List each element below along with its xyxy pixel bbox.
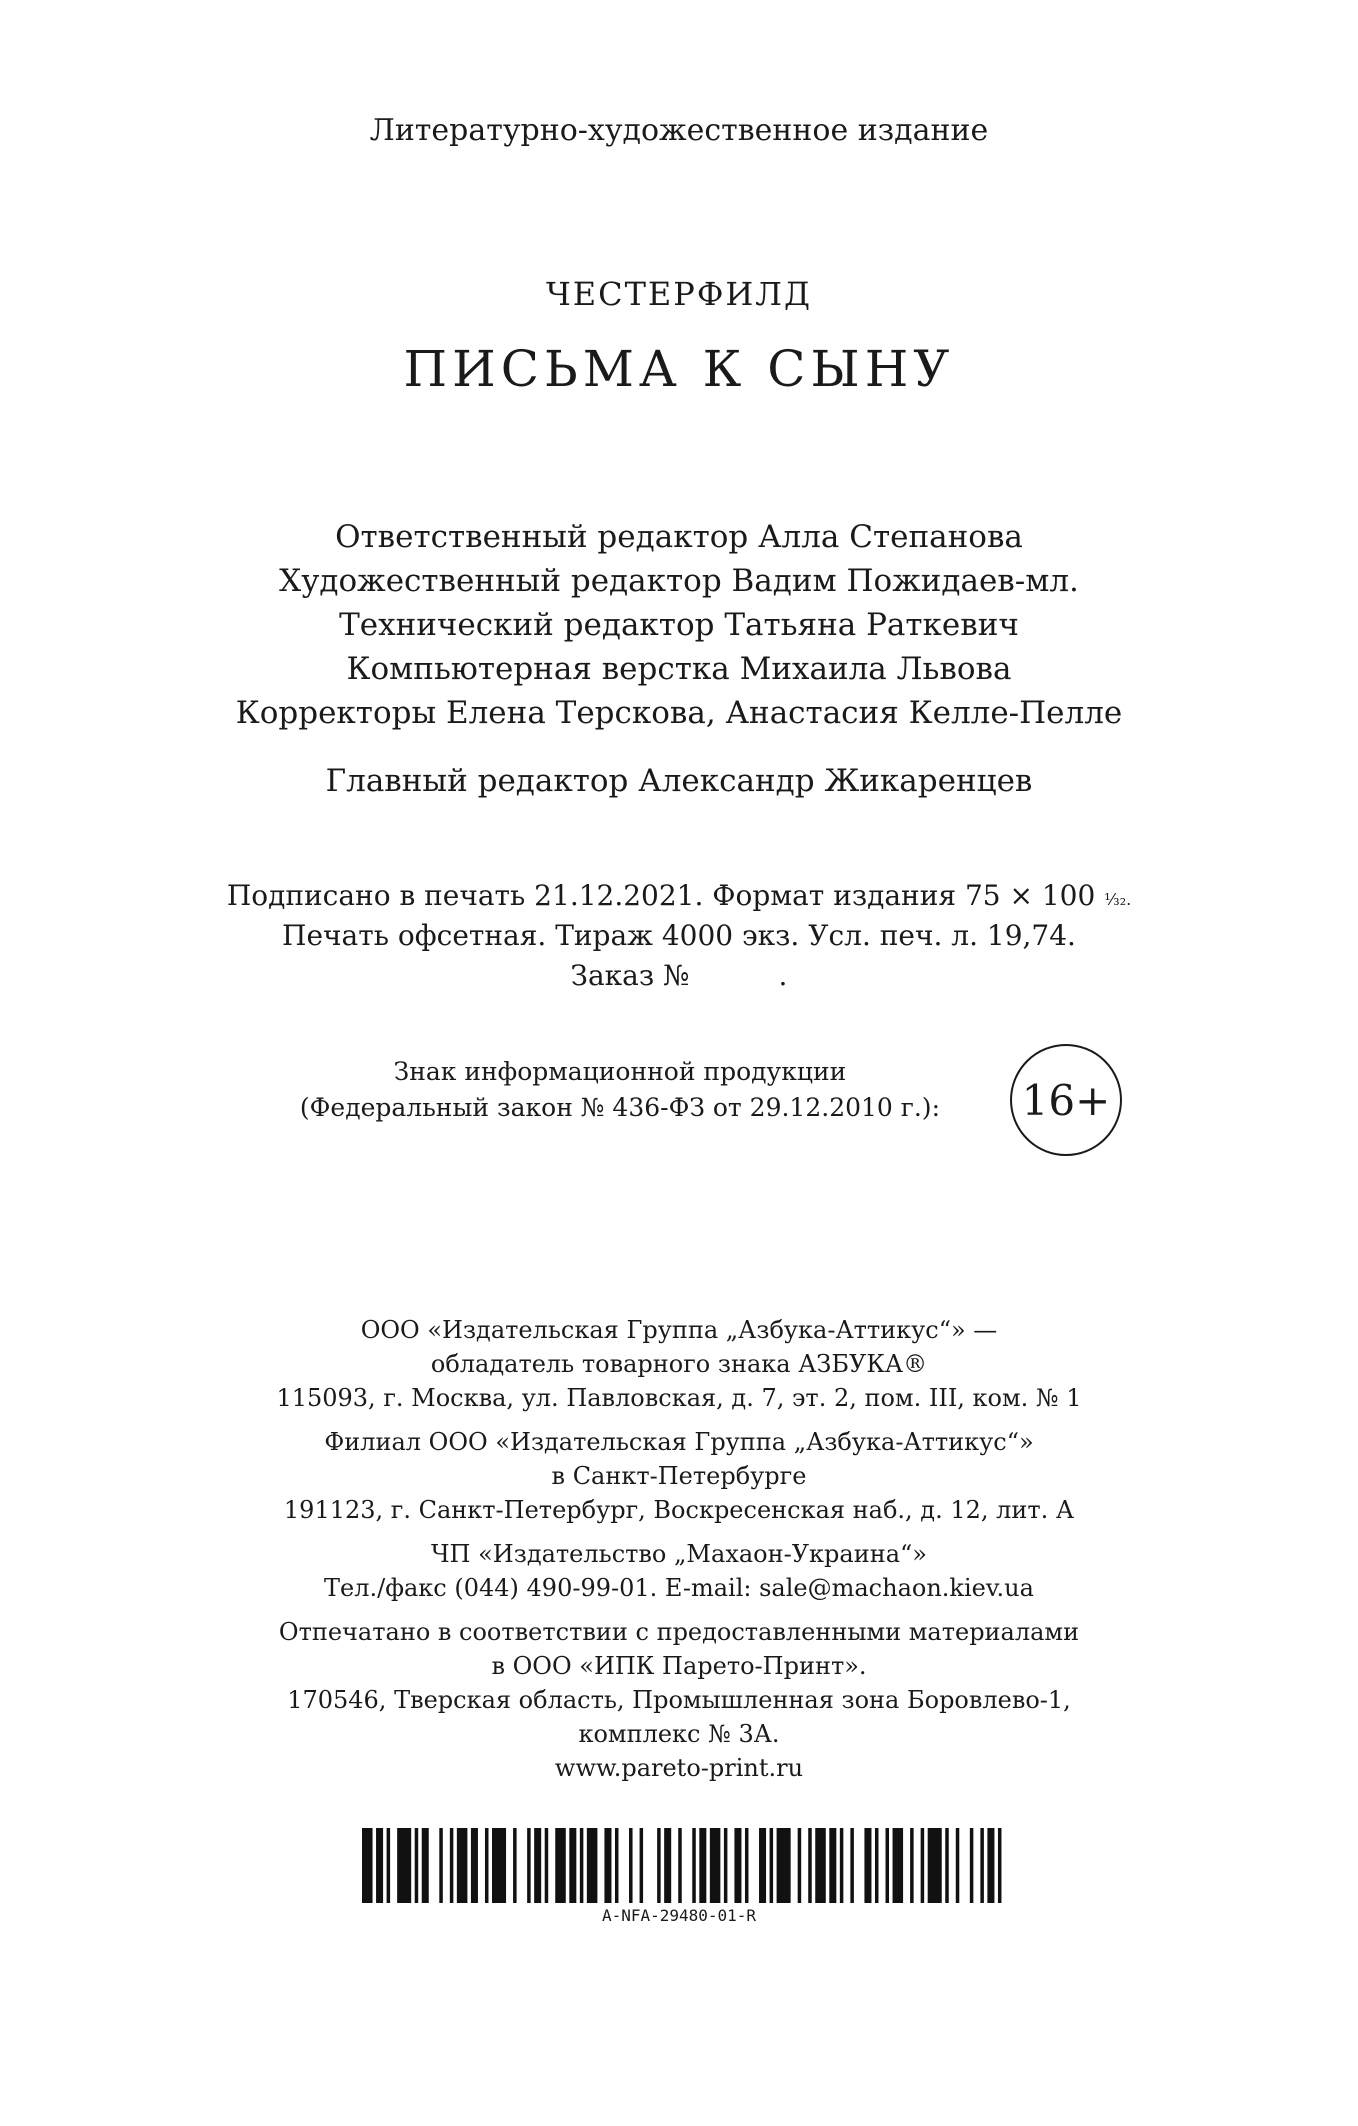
- imprint-url: www.pareto-print.ru: [554, 1754, 804, 1782]
- imprint-line: Тел./факс (044) 490-99-01. E-mail: sale@machaon.kiev.ua: [324, 1574, 1034, 1602]
- age-rating-text: [300, 1054, 940, 1126]
- staff-line: Компьютерная верстка Михаила Львова: [346, 651, 1012, 687]
- imprint-line: 115093, г. Москва, ул. Павловская, д. 7, эт. 2, пом. III, ком. № 1: [276, 1384, 1082, 1412]
- imprint-line: обладатель товарного знака АЗБУКА®: [430, 1350, 928, 1378]
- chief-editor: Главный редактор Александр Жикаренцев: [325, 763, 1033, 799]
- imprint-line: Отпечатано в соответствии с предоставленными материалами: [278, 1618, 1080, 1646]
- imprint-line: комплекс № 3А.: [578, 1720, 780, 1748]
- edition-type: Литературно-художественное издание: [369, 113, 989, 148]
- imprint-line: 191123, г. Санкт-Петербург, Воскресенская наб., д. 12, лит. А: [283, 1496, 1075, 1524]
- age-rating-badge: 16+: [1010, 1044, 1122, 1156]
- imprint-line: ЧП «Издательство „Махаон-Украина“»: [431, 1540, 927, 1568]
- format-fraction: ¹⁄₃₂.: [1104, 890, 1132, 909]
- age-rating-label: Знак информационной продукции: [393, 1057, 847, 1086]
- age-rating-law: (Федеральный закон № 436-ФЗ от 29.12.2010 г.):: [299, 1093, 940, 1122]
- book-author: ЧЕСТЕРФИЛД: [546, 275, 812, 313]
- print-info-line: [0, 879, 1358, 912]
- barcode-code: A-NFA-29480-01-R: [601, 1906, 757, 1925]
- imprint-line: 170546, Тверская область, Промышленная зона Боровлево-1,: [287, 1686, 1071, 1714]
- age-rating-block: [270, 1042, 1130, 1162]
- book-title: ПИСЬМА К СЫНУ: [403, 340, 955, 398]
- imprint-line: ООО «Издательская Группа „Азбука-Аттикус“» —: [360, 1316, 998, 1344]
- print-info-text: Подписано в печать 21.12.2021. Формат издания 75 × 100: [226, 879, 1105, 912]
- imprint-line: в ООО «ИПК Парето-Принт».: [491, 1652, 867, 1680]
- barcode-image: [362, 1828, 1012, 1903]
- imprint-line: в Санкт-Петербурге: [551, 1462, 807, 1490]
- print-info-line: Печать офсетная. Тираж 4000 экз. Усл. печ. л. 19,74.: [282, 919, 1076, 952]
- order-number-line: Заказ № .: [570, 959, 788, 992]
- staff-line: Ответственный редактор Алла Степанова: [335, 519, 1023, 555]
- staff-line: Художественный редактор Вадим Пожидаев-мл.: [279, 563, 1079, 599]
- imprint-line: Филиал ООО «Издательская Группа „Азбука-Аттикус“»: [324, 1428, 1034, 1456]
- staff-line: Корректоры Елена Терскова, Анастасия Келле-Пелле: [235, 695, 1123, 731]
- staff-line: Технический редактор Татьяна Раткевич: [339, 607, 1019, 643]
